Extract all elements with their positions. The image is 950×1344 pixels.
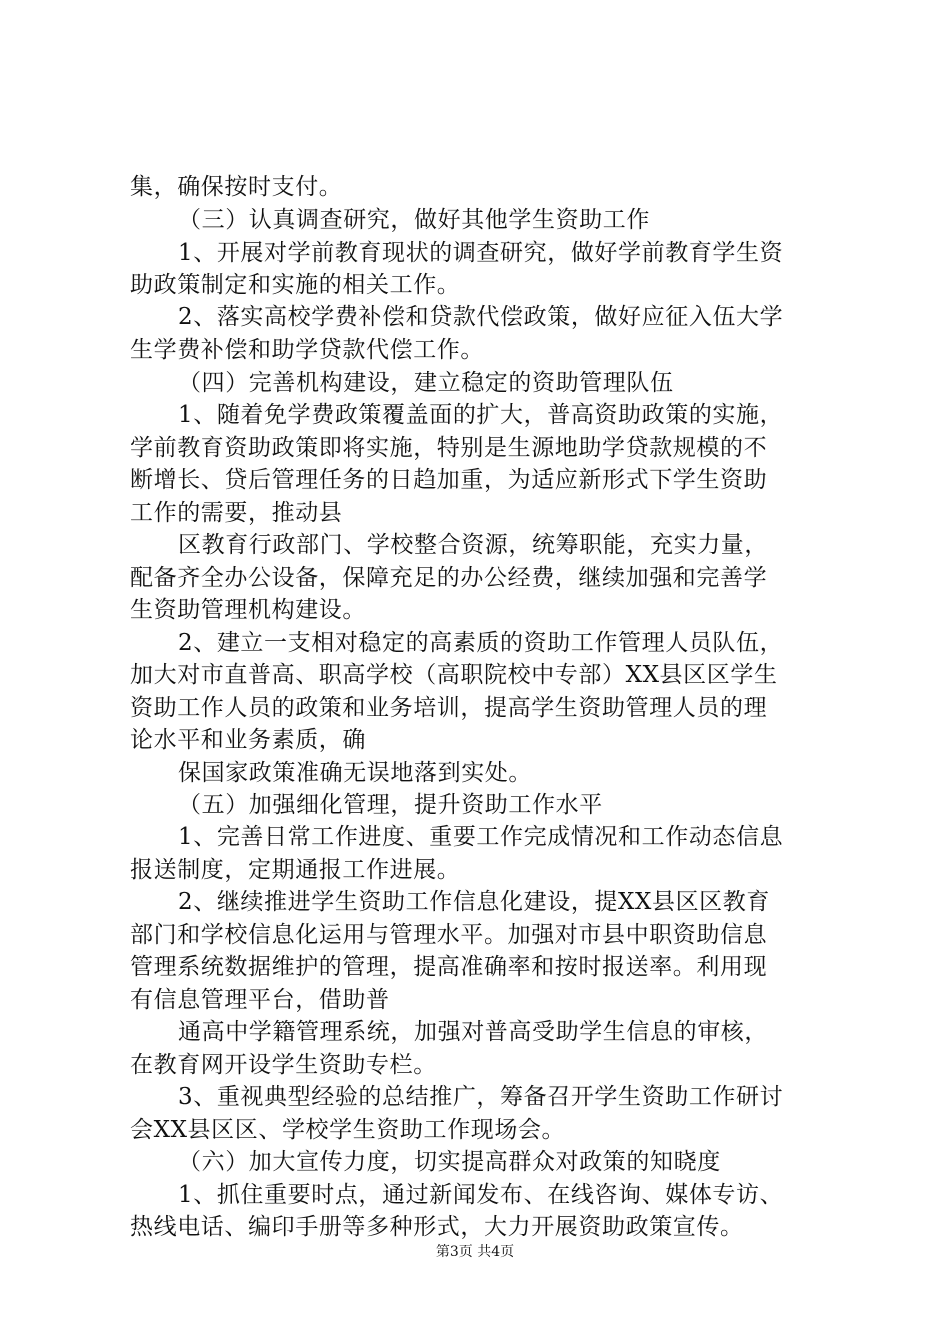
section-heading: （五）加强细化管理，提升资助工作水平 bbox=[178, 792, 603, 818]
text-line: 助政策制定和实施的相关工作。 bbox=[130, 272, 461, 298]
section-heading: （六）加大宣传力度，切实提高群众对政策的知晓度 bbox=[178, 1149, 721, 1175]
text-line: 在教育网开设学生资助专栏。 bbox=[130, 1052, 437, 1078]
text-line: 保国家政策准确无误地落到实处。 bbox=[178, 760, 532, 786]
section-heading: （四）完善机构建设，建立稳定的资助管理队伍 bbox=[178, 370, 674, 396]
text-line: 学前教育资助政策即将实施，特别是生源地助学贷款规模的不 bbox=[130, 435, 768, 461]
text-line: 1、抓住重要时点，通过新闻发布、在线咨询、媒体专访、 bbox=[178, 1182, 784, 1208]
text-line: 2、建立一支相对稳定的高素质的资助工作管理人员队伍， bbox=[178, 630, 784, 656]
text-line: 2、继续推进学生资助工作信息化建设，提XX县区区教育 bbox=[178, 889, 770, 915]
text-line: 区教育行政部门、学校整合资源，统筹职能，充实力量， bbox=[178, 532, 768, 558]
text-line: 1、开展对学前教育现状的调查研究，做好学前教育学生资 bbox=[178, 240, 784, 266]
text-line: 生学费补偿和助学贷款代偿工作。 bbox=[130, 337, 484, 363]
section-heading: （三）认真调查研究，做好其他学生资助工作 bbox=[178, 207, 650, 233]
text-line: 会XX县区区、学校学生资助工作现场会。 bbox=[130, 1117, 566, 1143]
text-line: 热线电话、编印手册等多种形式，大力开展资助政策宣传。 bbox=[130, 1214, 744, 1240]
text-line: 1、随着免学费政策覆盖面的扩大，普高资助政策的实施， bbox=[178, 402, 784, 428]
text-line: 断增长、贷后管理任务的日趋加重，为适应新形式下学生资助 bbox=[130, 467, 768, 493]
text-line: 3、重视典型经验的总结推广，筹备召开学生资助工作研讨 bbox=[178, 1084, 784, 1110]
page-number: 第3页 共4页 bbox=[435, 1244, 515, 1260]
text-line: 报送制度，定期通报工作进展。 bbox=[130, 857, 461, 883]
text-line: 生资助管理机构建设。 bbox=[130, 597, 366, 623]
text-line: 通高中学籍管理系统，加强对普高受助学生信息的审核， bbox=[178, 1019, 768, 1045]
text-line: 1、完善日常工作进度、重要工作完成情况和工作动态信息 bbox=[178, 824, 784, 850]
text-line: 集，确保按时支付。 bbox=[130, 174, 343, 200]
text-line: 2、落实高校学费补偿和贷款代偿政策，做好应征入伍大学 bbox=[178, 304, 784, 330]
text-line: 加大对市直普高、职高学校（高职院校中专部）XX县区区学生 bbox=[130, 662, 778, 688]
text-line: 配备齐全办公设备，保障充足的办公经费，继续加强和完善学 bbox=[130, 565, 768, 591]
text-line: 部门和学校信息化运用与管理水平。加强对市县中职资助信息 bbox=[130, 922, 768, 948]
text-line: 资助工作人员的政策和业务培训，提高学生资助管理人员的理 bbox=[130, 695, 768, 721]
text-line: 管理系统数据维护的管理，提高准确率和按时报送率。利用现 bbox=[130, 954, 768, 980]
text-line: 工作的需要，推动县 bbox=[130, 500, 343, 526]
text-line: 论水平和业务素质，确 bbox=[130, 727, 366, 753]
text-line: 有信息管理平台，借助普 bbox=[130, 987, 390, 1013]
